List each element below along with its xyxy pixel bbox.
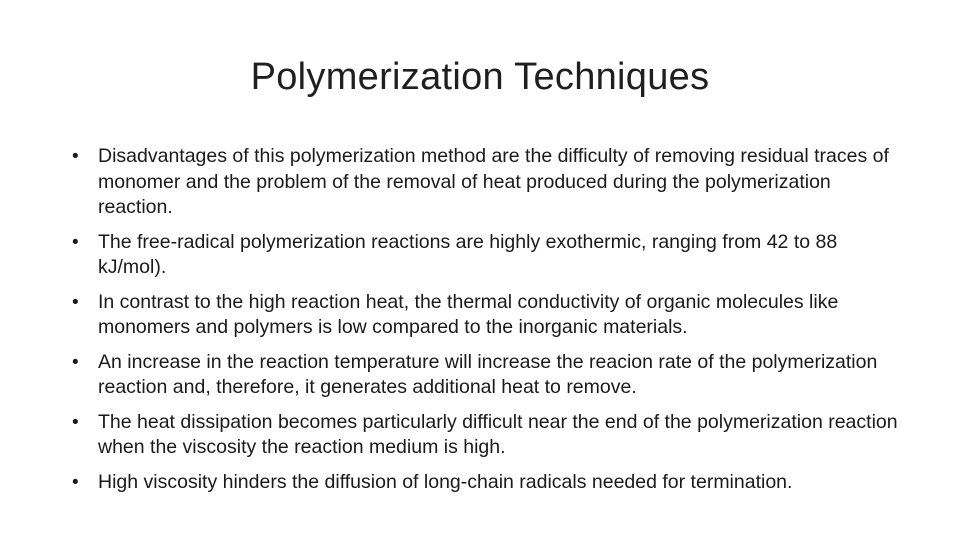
bullet-icon: • — [72, 231, 79, 253]
bullet-icon: • — [72, 351, 79, 373]
slide-title: Polymerization Techniques — [250, 56, 710, 98]
bullet-icon: • — [72, 471, 79, 493]
bullet-item — [72, 230, 902, 281]
bullet-item — [72, 144, 902, 221]
bullet-text: An increase in the reaction temperature will increase the reacion rate of the polymerization reaction and, therefore, it generates additional heat to remove. — [98, 350, 878, 398]
bullet-icon: • — [72, 291, 79, 313]
bullet-text: High viscosity hinders the diffusion of long-chain radicals needed for termination. — [98, 470, 793, 493]
bullet-list — [72, 144, 902, 504]
bullet-item — [72, 290, 902, 341]
bullet-item — [72, 350, 902, 401]
bullet-icon: • — [72, 146, 79, 167]
bullet-item — [72, 470, 902, 496]
bullet-text: The free-radical polymerization reactions are highly exothermic, ranging from 42 to 88 kJ/mol). — [98, 230, 838, 278]
bullet-text: Disadvantages of this polymerization method are the difficulty of removing residual traces of monomer and the problem of the removal of heat produced during the polymerization reaction. — [98, 145, 889, 218]
bullet-icon: • — [72, 411, 79, 433]
bullet-item — [72, 410, 902, 461]
bullet-text: In contrast to the high reaction heat, the thermal conductivity of organic molecules like monomers and polymers is low compared to the inorganic materials. — [98, 290, 839, 338]
bullet-text: The heat dissipation becomes particularly difficult near the end of the polymerization reaction when the viscosity the reaction medium is high. — [98, 410, 898, 458]
